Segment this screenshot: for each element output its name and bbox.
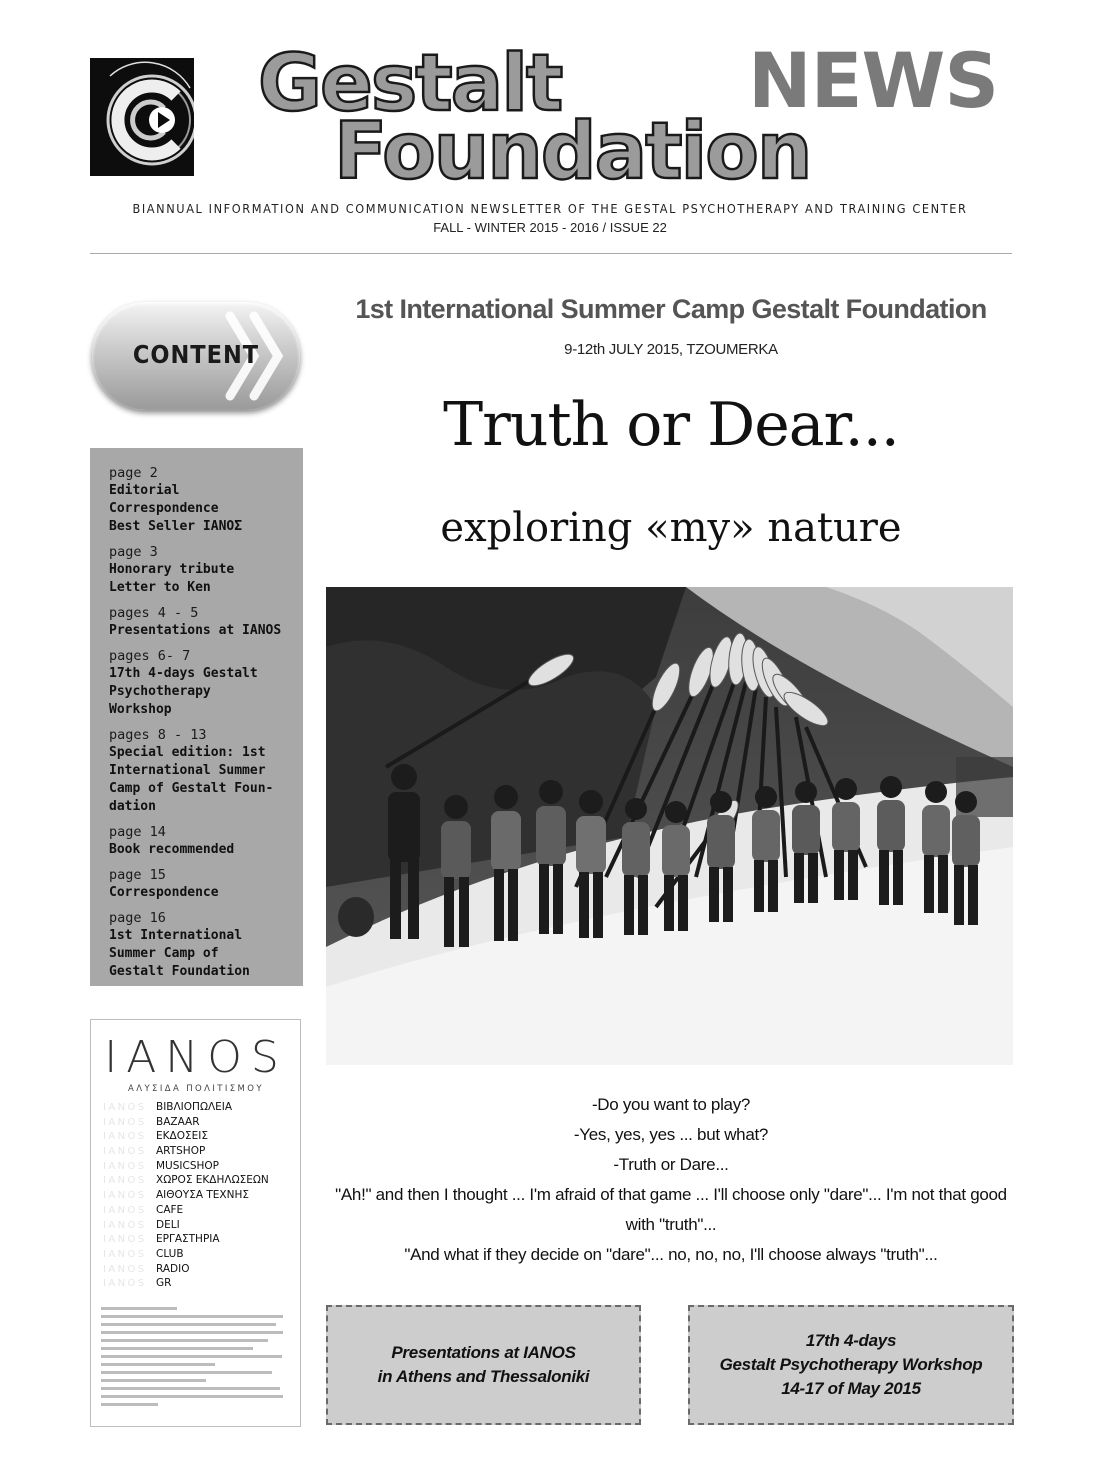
article-dateline: 9-12th JULY 2015, TZOUMERKA <box>564 341 778 358</box>
promo-box-line: Gestalt Psychotherapy Workshop <box>719 1355 983 1374</box>
ianos-brand: IANOS <box>103 1116 147 1128</box>
ianos-item-label: DELI <box>156 1218 180 1231</box>
toc-description: 1st International Summer Camp of Gestalt Foundation <box>109 928 250 979</box>
ianos-item-label: ΒΙΒΛΙΟΠΩΛΕΙΑ <box>156 1101 233 1113</box>
dialogue-line: "Ah!" and then I thought ... I'm afraid of that game ... I'll choose only "dare"... I'm not that good <box>335 1185 1007 1204</box>
ianos-item-label: BAZAAR <box>156 1115 200 1128</box>
ianos-list-item <box>103 1247 298 1262</box>
toc-description: Book recommended <box>109 842 235 857</box>
ianos-item-label: GR <box>156 1277 172 1290</box>
article-title: Truth or Dear... <box>443 390 899 460</box>
ianos-list-item <box>103 1144 298 1159</box>
header-divider <box>90 253 1012 254</box>
ianos-brand: IANOS <box>103 1160 147 1172</box>
promo-box-line: Presentations at IANOS <box>391 1343 576 1362</box>
ianos-list-item <box>103 1262 298 1277</box>
ianos-brand: IANOS <box>103 1278 147 1290</box>
foundation-logo <box>90 58 194 176</box>
table-of-contents <box>90 448 303 986</box>
ianos-item-label: MUSICSHOP <box>156 1159 219 1172</box>
ianos-item-label: ΑΙΘΟΥΣΑ ΤΕΧΝΗΣ <box>156 1189 250 1202</box>
ianos-subtitle: ΑΛΥΣΙΔΑ ΠΟΛΙΤΙΣΜΟΥ <box>128 1084 264 1094</box>
ianos-item-label: ΧΩΡΟΣ ΕΚΔΗΛΩΣΕΩΝ <box>156 1174 269 1187</box>
toc-entry[interactable] <box>109 543 293 597</box>
ianos-brand: IANOS <box>103 1204 147 1216</box>
ianos-list-item <box>103 1115 298 1130</box>
masthead-news: NEWS <box>748 36 999 125</box>
ianos-brand: IANOS <box>103 1248 147 1260</box>
masthead-tagline: BIANNUAL INFORMATION AND COMMUNICATION NEWSLETTER OF THE GESTAL PSYCHOTHERAPY AND TRAINING CENTER <box>132 201 968 216</box>
ianos-item-label: CAFE <box>156 1203 184 1216</box>
promo-box-line: 17th 4-days <box>805 1331 897 1350</box>
dialogue-line: -Yes, yes, yes ... but what? <box>573 1125 769 1144</box>
promo-box-presentations[interactable] <box>326 1305 641 1425</box>
ianos-list-item <box>103 1188 298 1203</box>
toc-description: Correspondence <box>109 885 219 900</box>
ianos-brand: IANOS <box>103 1131 147 1143</box>
ianos-item-label: ΕΡΓΑΣΤΗΡΙΑ <box>156 1233 220 1246</box>
ianos-logo: IANOS <box>104 1032 288 1083</box>
article-dialogue <box>326 1090 1016 1270</box>
ianos-brand: IANOS <box>103 1263 147 1275</box>
dialogue-line: with "truth"... <box>625 1215 717 1234</box>
content-button[interactable] <box>92 302 300 410</box>
toc-description: Presentations at IANOS <box>109 623 282 638</box>
toc-page: pages 4 - 5 <box>109 605 199 621</box>
ianos-advertisement <box>90 1019 301 1427</box>
article-subtitle: exploring «my» nature <box>440 505 902 551</box>
toc-page: pages 6- 7 <box>109 648 191 664</box>
masthead-title-line2: Foundation <box>334 107 811 188</box>
ianos-brand: IANOS <box>103 1102 147 1113</box>
ianos-item-label: RADIO <box>156 1262 190 1275</box>
toc-entry[interactable] <box>109 823 293 859</box>
promo-box-workshop[interactable] <box>688 1305 1014 1425</box>
dialogue-line: "And what if they decide on "dare"... no, no, no, I'll choose always "truth"... <box>404 1245 938 1264</box>
group-photo <box>326 587 1013 1065</box>
ianos-brand: IANOS <box>103 1219 147 1231</box>
article-headline: 1st International Summer Camp Gestalt Foundation <box>355 294 987 324</box>
toc-entry[interactable] <box>109 726 293 816</box>
ianos-item-label: ΕΚΔΟΣΕΙΣ <box>156 1130 208 1143</box>
masthead-title-line1: Gestalt <box>258 39 562 129</box>
toc-entry[interactable] <box>109 464 293 536</box>
toc-entry[interactable] <box>109 866 293 902</box>
toc-page: page 3 <box>109 544 158 560</box>
ianos-brand: IANOS <box>103 1234 147 1246</box>
promo-box-line: 14-17 of May 2015 <box>781 1379 921 1398</box>
toc-page: pages 8 - 13 <box>109 727 207 743</box>
dialogue-line: -Truth or Dare... <box>613 1155 729 1174</box>
ianos-brand: IANOS <box>103 1190 147 1202</box>
ianos-list-item <box>103 1100 298 1115</box>
toc-entry[interactable] <box>109 604 293 640</box>
ianos-contact-fineprint <box>101 1304 291 1411</box>
ianos-list-item <box>103 1218 298 1233</box>
content-button-label: CONTENT <box>132 340 260 369</box>
ianos-item-label: CLUB <box>156 1247 184 1260</box>
toc-description: Honorary tribute Letter to Ken <box>109 562 235 595</box>
toc-page: page 14 <box>109 824 166 840</box>
dialogue-line: -Do you want to play? <box>591 1095 751 1114</box>
ianos-list-item <box>103 1173 298 1188</box>
promo-box-line: in Athens and Thessaloniki <box>377 1367 590 1386</box>
issue-label: FALL - WINTER 2015 - 2016 / ISSUE 22 <box>433 220 667 235</box>
toc-page: page 15 <box>109 867 166 883</box>
toc-entry[interactable] <box>109 909 293 981</box>
ianos-list-item <box>103 1159 298 1174</box>
ianos-brand: IANOS <box>103 1146 147 1158</box>
toc-description: Special edition: 1st International Summer Camp of Gestalt Foun- dation <box>109 745 274 814</box>
toc-description: Editorial Correspondence Best Seller ΙΑΝΟΣ <box>109 483 243 534</box>
ianos-list-item <box>103 1276 298 1291</box>
toc-page: page 2 <box>109 465 158 481</box>
toc-entry[interactable] <box>109 647 293 719</box>
toc-description: 17th 4-days Gestalt Psychotherapy Workshop <box>109 666 258 717</box>
ianos-item-label: ARTSHOP <box>156 1145 206 1158</box>
ianos-list-item <box>103 1203 298 1218</box>
ianos-list-item <box>103 1129 298 1144</box>
ianos-brand: IANOS <box>103 1175 147 1187</box>
ianos-list-item <box>103 1232 298 1247</box>
ianos-list <box>103 1100 298 1291</box>
toc-page: page 16 <box>109 910 166 926</box>
